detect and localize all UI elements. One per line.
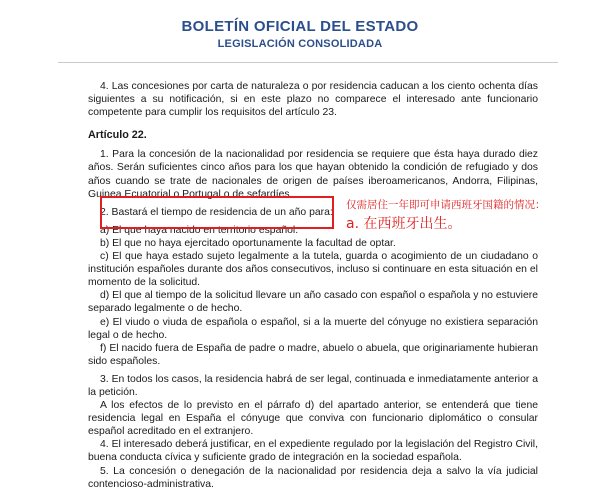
article-title: Artículo 22.: [88, 129, 147, 142]
annotation-item-a: a. 在西班牙出生。: [346, 216, 462, 232]
paragraph-2: 2. Bastará el tiempo de residencia de un año para:: [100, 206, 333, 218]
paragraph-1: 1. Para la concesión de la nacionalidad por residencia se requiere que ésta haya durado diez años. Serán suficientes cinco años para los que hayan obtenido la condición de refugiado y dos años cuando se trate de nacionales de origen de países iberoamericanos, Andorra, Filipinas, Guinea Ecuatorial o Portugal o de sefardíes.: [88, 149, 538, 200]
paragraph-5: 5. La concesión o denegación de la nacionalidad por residencia deja a salvo la vía judicial contencioso-administrativa.: [88, 465, 538, 490]
annotation-note: 仅需居住一年即可申请西班牙国籍的情况：: [346, 199, 546, 211]
paragraph-2e: e) El viudo o viuda de española o español, si a la muerte del cónyuge no existiera separación legal o de hecho.: [88, 316, 538, 341]
paragraph-3b: A los efectos de lo previsto en el párrafo d) del apartado anterior, se entenderá que tiene residencia legal en España el cónyuge que conviva con funcionario diplomático o consular español acreditado en el extranjero.: [88, 400, 538, 438]
paragraph-2d: d) El que al tiempo de la solicitud llevare un año casado con español o española y no estuviere separado legalmente o de hecho.: [88, 290, 538, 315]
gazette-title: BOLETÍN OFICIAL DEL ESTADO: [181, 18, 419, 35]
paragraph-3: 3. En todos los casos, la residencia habrá de ser legal, continuada e inmediatamente anterior a la petición.: [88, 373, 538, 398]
paragraph-2a: a) El que haya nacido en territorio español.: [100, 224, 299, 236]
paragraph-4: 4. El interesado deberá justificar, en el expediente regulado por la legislación del Registro Civil, buena conducta cívica y suficiente grado de integración en la sociedad española.: [88, 439, 538, 464]
paragraph-2f: f) El nacido fuera de España de padre o madre, abuelo o abuela, que originariamente hubieran sido españoles.: [88, 342, 538, 367]
header-divider: [58, 62, 558, 63]
highlight-box: [100, 196, 334, 229]
document-body: [88, 80, 538, 491]
paragraph-2b: b) El que no haya ejercitado oportunamente la facultad de optar.: [100, 237, 396, 249]
paragraph-2c: c) El que haya estado sujeto legalmente a la tutela, guarda o acogimiento de un ciudadano o institución españoles durante dos años consecutivos, incluso si continuare en esta situación en el momento de la solicitud.: [88, 251, 538, 289]
document-header: [0, 18, 600, 50]
gazette-subtitle: LEGISLACIÓN CONSOLIDADA: [217, 38, 383, 50]
paragraph-prev-4: 4. Las concesiones por carta de naturaleza o por residencia caducan a los ciento ochenta días siguientes a su notificación, si en este plazo no comparece el interesado ante funcionario competente para cumplir los requisitos del artículo 23.: [88, 81, 538, 119]
